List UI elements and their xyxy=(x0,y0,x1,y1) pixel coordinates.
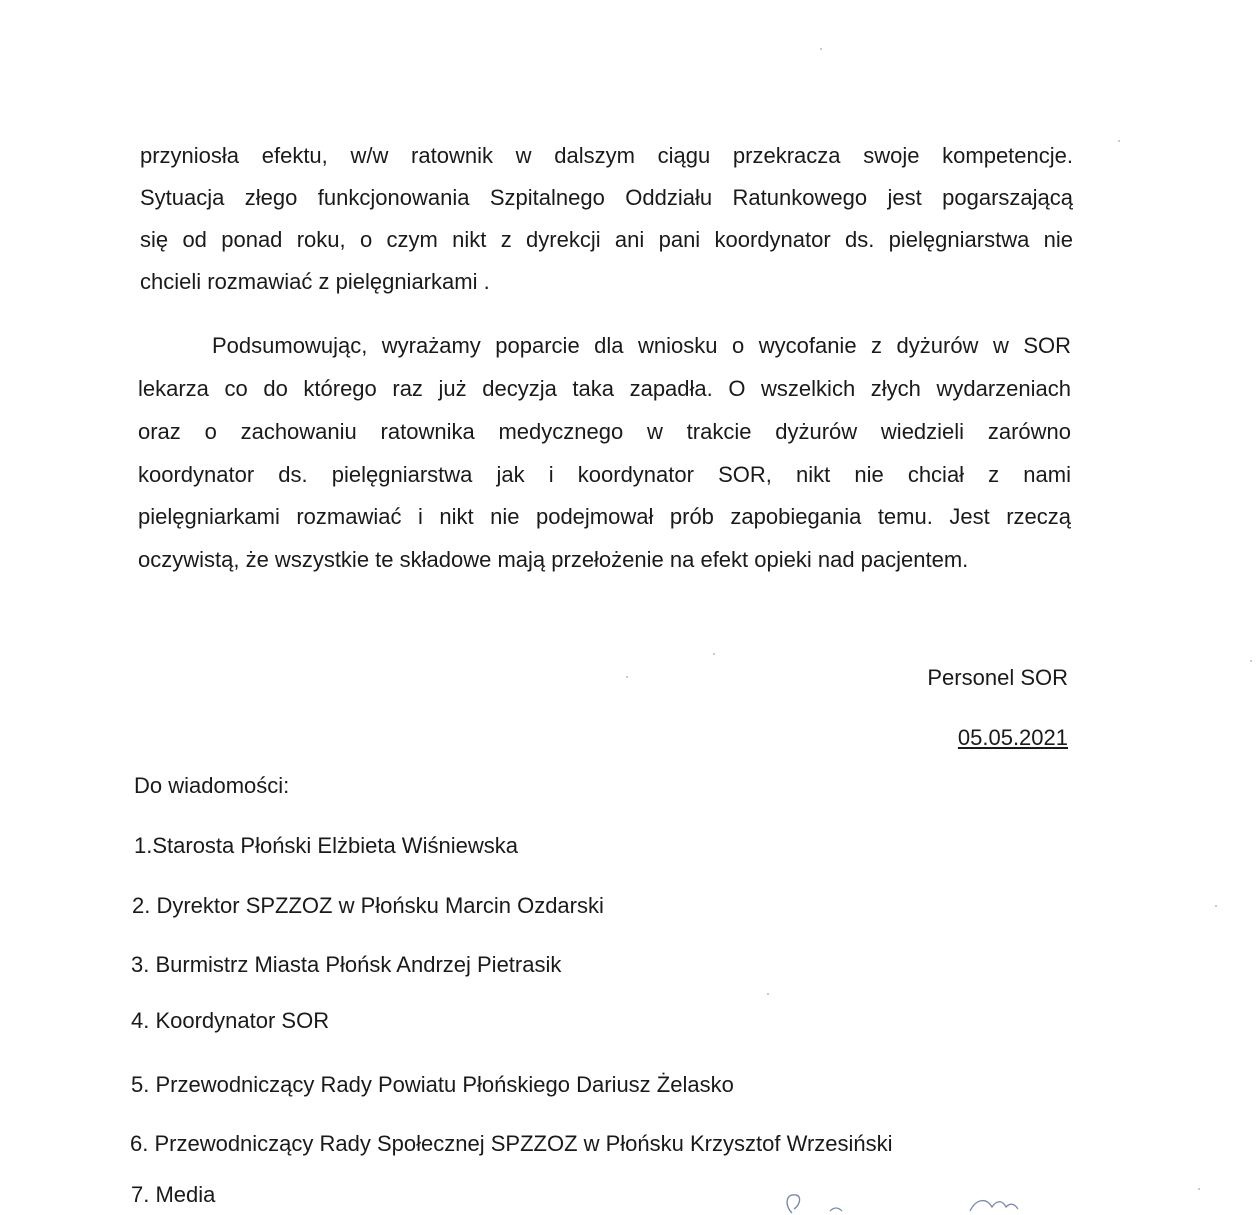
scan-speck xyxy=(1215,905,1217,907)
paragraph-line: pielęgniarkami rozmawiać i nikt nie podejmował prób zapobiegania temu. Jest rzeczą xyxy=(138,504,1071,529)
paragraph-line: oraz o zachowaniu ratownika medycznego w trakcie dyżurów wiedzieli zarówno xyxy=(138,419,1071,444)
scan-speck xyxy=(820,48,822,50)
scan-speck xyxy=(626,676,628,678)
list-item: 4. Koordynator SOR xyxy=(131,1008,330,1033)
list-item: 7. Media xyxy=(131,1182,216,1207)
distribution-heading: Do wiadomości: xyxy=(134,773,290,798)
paragraph-line: się od ponad roku, o czym nikt z dyrekcji ani pani koordynator ds. pielęgniarstwa nie xyxy=(140,227,1073,252)
list-item: 1.Starosta Płoński Elżbieta Wiśniewska xyxy=(134,833,518,858)
paragraph-line: koordynator ds. pielęgniarstwa jak i koordynator SOR, nikt nie chciał z nami xyxy=(138,462,1071,487)
paragraph-line: oczywistą, że wszystkie te składowe mają przełożenie na efekt opieki nad pacjentem. xyxy=(138,547,969,572)
paragraph-line: przyniosła efektu, w/w ratownik w dalszym ciągu przekracza swoje kompetencje. xyxy=(140,143,1073,168)
list-item: 3. Burmistrz Miasta Płońsk Andrzej Pietrasik xyxy=(131,952,562,977)
handwritten-signature xyxy=(770,1185,1050,1215)
scan-speck xyxy=(1118,140,1120,142)
list-item: 5. Przewodniczący Rady Powiatu Płońskiego Dariusz Żelasko xyxy=(131,1072,734,1097)
paragraph-line: Sytuacja złego funkcjonowania Szpitalnego Oddziału Ratunkowego jest pogarszającą xyxy=(140,185,1073,210)
document-date: 05.05.2021 xyxy=(957,725,1068,750)
scan-speck xyxy=(713,653,715,655)
paragraph-line: lekarza co do którego raz już decyzja taka zapadła. O wszelkich złych wydarzeniach xyxy=(138,376,1071,401)
scan-speck xyxy=(1198,1188,1200,1190)
paragraph-line: chcieli rozmawiać z pielęgniarkami . xyxy=(140,269,490,294)
paragraph-line: Podsumowując, wyrażamy poparcie dla wniosku o wycofanie z dyżurów w SOR xyxy=(212,333,1071,358)
scan-speck xyxy=(1250,660,1252,662)
list-item: 2. Dyrektor SPZZOZ w Płońsku Marcin Ozdarski xyxy=(132,893,604,918)
list-item: 6. Przewodniczący Rady Społecznej SPZZOZ w Płońsku Krzysztof Wrzesiński xyxy=(130,1131,893,1156)
author-signature: Personel SOR xyxy=(927,665,1068,690)
scan-speck xyxy=(767,993,769,995)
